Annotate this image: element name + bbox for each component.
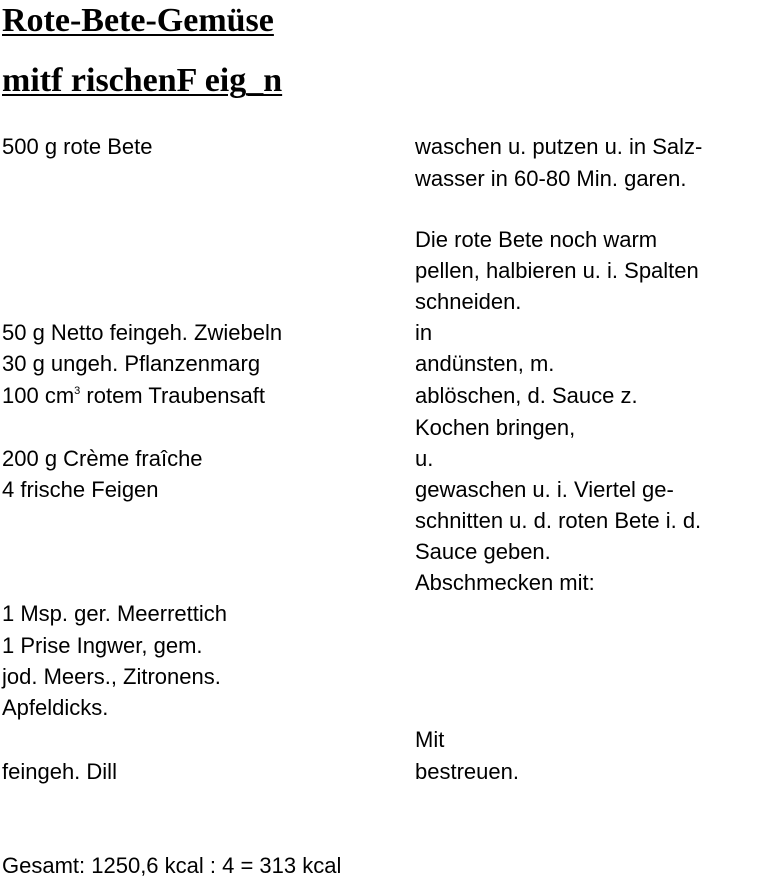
cubic-superscript: 3 [74, 385, 81, 397]
instruction-line: schneiden. [415, 289, 522, 314]
ingredient-feigen: 4 frische Feigen [2, 477, 159, 502]
traubensaft-name: rotem Traubensaft [80, 383, 265, 408]
ingredient-meerrettich: 1 Msp. ger. Meerrettich [2, 601, 227, 626]
instruction-line: ablöschen, d. Sauce z. [415, 383, 638, 408]
recipe-title-line-1: Rote-Bete-Gemüse [2, 2, 274, 39]
ingredient-pflanzenmargarine: 30 g ungeh. Pflanzenmarg [2, 351, 261, 376]
instruction-line: andünsten, m. [415, 351, 555, 376]
instruction-line: schnitten u. d. roten Bete i. d. [415, 508, 702, 533]
ingredient-traubensaft [2, 380, 265, 412]
recipe-title-line-2: mitf rischenF eig_n [2, 62, 283, 99]
ingredient-rote-bete: 500 g rote Bete [2, 134, 153, 159]
instruction-line: Die rote Bete noch warm [415, 227, 658, 252]
instruction-line: gewaschen u. i. Viertel ge- [415, 477, 674, 502]
instruction-line: Abschmecken mit: [415, 570, 595, 595]
traubensaft-amount: 100 cm [2, 383, 75, 408]
ingredient-zwiebeln: 50 g Netto feingeh. Zwiebeln [2, 320, 283, 345]
ingredient-dill: feingeh. Dill [2, 759, 117, 784]
instruction-line: in [415, 320, 433, 345]
instruction-line: u. [415, 446, 434, 471]
instruction-line: bestreuen. [415, 759, 519, 784]
instruction-line: Kochen bringen, [415, 415, 576, 440]
ingredient-ingwer: 1 Prise Ingwer, gem. [2, 633, 203, 658]
ingredient-meersalz-zitrone: jod. Meers., Zitronens. [2, 664, 221, 689]
instruction-line: waschen u. putzen u. in Salz- [415, 134, 703, 159]
instruction-line: pellen, halbieren u. i. Spalten [415, 258, 699, 283]
instruction-line: Sauce geben. [415, 539, 551, 564]
ingredient-apfeldicksaft: Apfeldicks. [2, 695, 109, 720]
ingredient-creme-fraiche: 200 g Crème fraîche [2, 446, 203, 471]
instruction-line: wasser in 60-80 Min. garen. [415, 166, 687, 191]
instruction-line: Mit [415, 727, 445, 752]
calorie-total: Gesamt: 1250,6 kcal : 4 = 313 kcal [2, 853, 342, 878]
